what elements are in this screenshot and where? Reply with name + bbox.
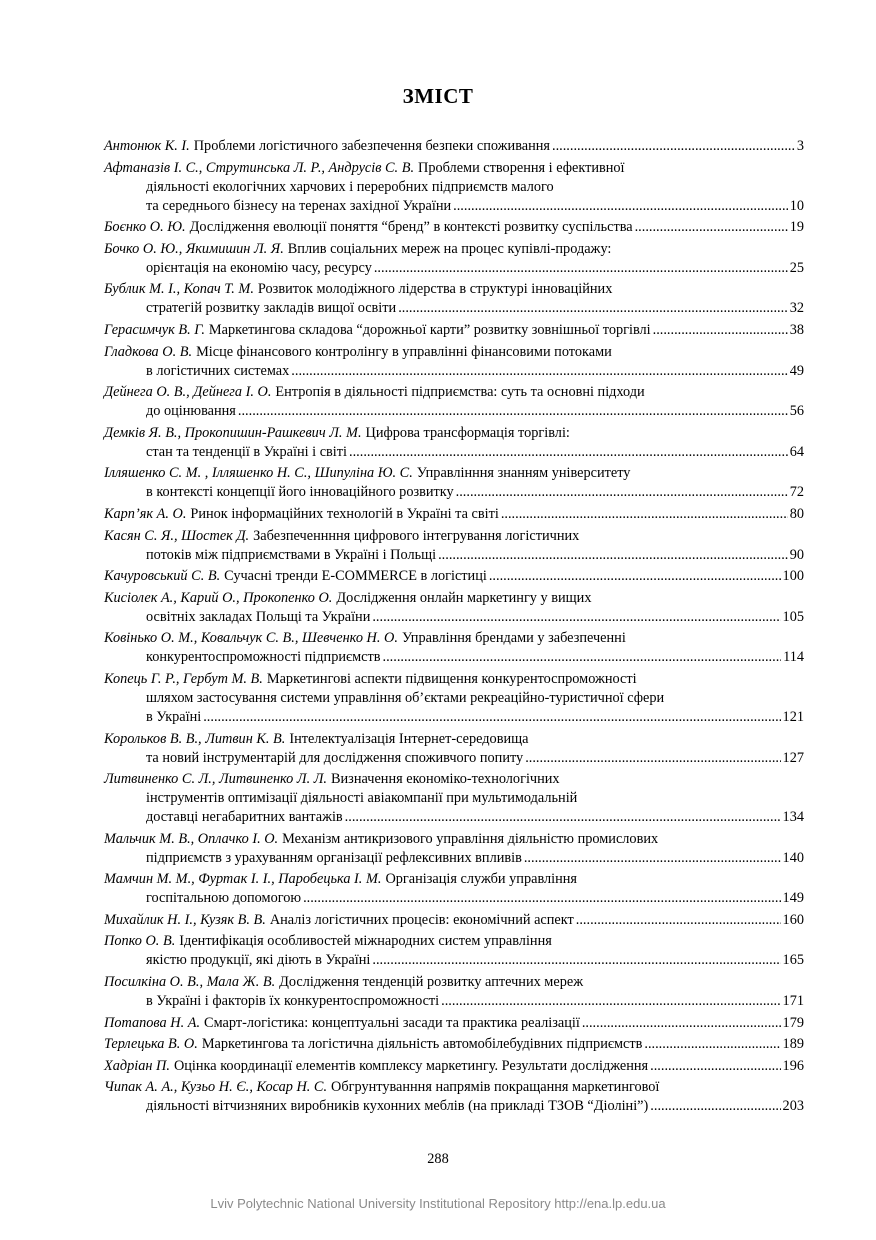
toc-entry[interactable] bbox=[104, 505, 804, 524]
toc-entry-line bbox=[104, 343, 804, 362]
toc-entry[interactable] bbox=[104, 424, 804, 462]
toc-entry[interactable] bbox=[104, 567, 804, 586]
toc-entry-title: конкурентоспроможності підприємств bbox=[146, 649, 381, 666]
toc-entry-authors: Копець Г. Р., Гербут М. В. bbox=[104, 670, 263, 687]
toc-entry-authors: Посилкіна О. В., Мала Ж. В. bbox=[104, 974, 276, 991]
toc-entry-title: Дослідження еволюції поняття “бренд” в контексті розвитку суспільства bbox=[189, 219, 633, 236]
toc-entry-authors: Литвиненко С. Л., Литвиненко Л. Л. bbox=[104, 771, 327, 788]
dot-leader bbox=[501, 505, 788, 524]
toc-entry-line bbox=[104, 1014, 804, 1033]
toc-entry-line bbox=[104, 505, 804, 524]
toc-entry-line bbox=[104, 299, 804, 318]
toc-entry-line bbox=[104, 240, 804, 259]
toc-entry-page: 196 bbox=[782, 1057, 804, 1074]
toc-entry-title: Дослідження онлайн маркетингу у вищих bbox=[336, 589, 592, 606]
toc-entry-title: Маркетингова та логістична діяльність автомобілебудівних підприємств bbox=[201, 1036, 643, 1053]
toc-entry-title: Смарт-логістика: концептуальні засади та практика реалізації bbox=[204, 1014, 580, 1031]
toc-entry[interactable] bbox=[104, 321, 804, 340]
toc-entry-line bbox=[104, 708, 804, 727]
toc-entry-authors: Хадріан П. bbox=[104, 1057, 170, 1074]
dot-leader bbox=[303, 889, 780, 908]
toc-entry-title: Організація служби управління bbox=[385, 871, 577, 888]
toc-entry[interactable] bbox=[104, 830, 804, 868]
toc-entry-page: 80 bbox=[789, 505, 804, 522]
toc-entry-authors: Ілляшенко С. М. , Ілляшенко Н. С., Шипуліна Ю. С. bbox=[104, 465, 413, 482]
toc-entry-line bbox=[104, 1097, 804, 1116]
dot-leader bbox=[383, 648, 782, 667]
toc-entry-line bbox=[104, 197, 804, 216]
toc-entry[interactable] bbox=[104, 464, 804, 502]
toc-entry-line bbox=[104, 789, 804, 808]
toc-entry-title: Визначення економіко-технологічних bbox=[331, 771, 560, 788]
toc-entry-title: Дослідження тенденцій розвитку аптечних мереж bbox=[279, 974, 584, 991]
toc-entry-line bbox=[104, 483, 804, 502]
toc-entry-authors: Терлецька В. О. bbox=[104, 1036, 198, 1053]
toc-entry-title: в контексті концепції його інноваційного розвитку bbox=[146, 484, 454, 501]
toc-entry-authors: Корольков В. В., Литвин К. В. bbox=[104, 730, 286, 747]
table-of-contents bbox=[104, 137, 804, 1119]
toc-entry-page: 189 bbox=[782, 1036, 804, 1053]
toc-entry-line bbox=[104, 689, 804, 708]
toc-entry[interactable] bbox=[104, 870, 804, 908]
toc-entry-authors: Чипак А. А., Кузьо Н. Є., Косар Н. С. bbox=[104, 1079, 328, 1096]
toc-entry-page: 25 bbox=[789, 259, 804, 276]
toc-entry-authors: Попко О. В. bbox=[104, 933, 176, 950]
toc-entry-line bbox=[104, 670, 804, 689]
dot-leader bbox=[650, 1097, 780, 1116]
toc-entry-line bbox=[104, 730, 804, 749]
dot-leader bbox=[489, 567, 781, 586]
toc-entry-title: Місце фінансового контролінгу в управлінні фінансовими потоками bbox=[196, 343, 612, 360]
toc-entry-page: 179 bbox=[782, 1014, 804, 1031]
toc-entry-authors: Гладкова О. В. bbox=[104, 343, 193, 360]
dot-leader bbox=[524, 849, 781, 868]
toc-entry-authors: Михайлик Н. І., Кузяк В. В. bbox=[104, 911, 266, 928]
toc-entry-page: 121 bbox=[782, 708, 804, 725]
dot-leader bbox=[441, 992, 780, 1011]
toc-entry-line bbox=[104, 443, 804, 462]
toc-entry-line bbox=[104, 137, 804, 156]
toc-entry-title: Ринок інформаційних технологій в Україні та світі bbox=[190, 505, 499, 522]
toc-entry-line bbox=[104, 1057, 804, 1076]
toc-entry-line bbox=[104, 911, 804, 930]
toc-entry-line bbox=[104, 830, 804, 849]
toc-entry-page: 100 bbox=[782, 568, 804, 585]
toc-entry-line bbox=[104, 870, 804, 889]
toc-entry-title: Проблеми створення і ефективної bbox=[418, 159, 625, 176]
toc-entry-title: Ентропія в діяльності підприємства: суть та основні підходи bbox=[275, 384, 645, 401]
toc-entry-title: до оцінювання bbox=[146, 403, 236, 420]
toc-entry-line bbox=[104, 464, 804, 483]
toc-entry-title: діяльності вітчизняних виробників кухонних меблів (на прикладі ТЗОВ “Діоліні”) bbox=[146, 1098, 649, 1115]
dot-leader bbox=[349, 443, 788, 462]
toc-entry[interactable] bbox=[104, 240, 804, 278]
toc-entry-title: потоків між підприємствами в Україні і Польщі bbox=[146, 546, 437, 563]
toc-entry-line bbox=[104, 608, 804, 627]
toc-entry-authors: Мамчин М. М., Фуртак І. І., Паробецька І. М. bbox=[104, 871, 382, 888]
dot-leader bbox=[576, 911, 781, 930]
toc-entry-line bbox=[104, 889, 804, 908]
toc-entry-title: Механізм антикризового управління діяльністю промислових bbox=[282, 830, 659, 847]
toc-entry[interactable] bbox=[104, 670, 804, 727]
toc-entry-line bbox=[104, 849, 804, 868]
toc-entry-title: стратегій розвитку закладів вищої освіти bbox=[146, 300, 397, 317]
toc-entry-line bbox=[104, 159, 804, 178]
toc-entry-page: 171 bbox=[782, 993, 804, 1010]
toc-entry[interactable] bbox=[104, 1035, 804, 1054]
toc-entry-authors: Кисіолек А., Карий О., Прокопенко О. bbox=[104, 589, 333, 606]
toc-entry[interactable] bbox=[104, 770, 804, 827]
toc-entry[interactable] bbox=[104, 383, 804, 421]
toc-entry-page: 90 bbox=[789, 546, 804, 563]
toc-entry-page: 49 bbox=[789, 362, 804, 379]
toc-entry-authors: Антонюк К. І. bbox=[104, 138, 190, 154]
toc-entry-page: 3 bbox=[796, 138, 804, 154]
dot-leader bbox=[582, 1014, 781, 1033]
toc-entry-page: 105 bbox=[782, 608, 804, 625]
toc-entry-page: 134 bbox=[782, 809, 804, 826]
dot-leader bbox=[552, 137, 795, 156]
toc-entry-title: Інтелектуалізація Інтернет-середовища bbox=[289, 730, 529, 747]
toc-entry-title: якістю продукції, які діють в Україні bbox=[146, 952, 371, 969]
toc-entry-authors: Бублик М. І., Копач Т. М. bbox=[104, 281, 254, 298]
toc-entry-title: стан та тенденції в Україні і світі bbox=[146, 443, 348, 460]
toc-entry-authors: Дейнега О. В., Дейнега І. О. bbox=[104, 384, 272, 401]
toc-entry-page: 72 bbox=[789, 484, 804, 501]
toc-entry[interactable] bbox=[104, 1057, 804, 1076]
toc-entry-title: освітніх закладах Польщі та України bbox=[146, 608, 371, 625]
dot-leader bbox=[438, 546, 788, 565]
toc-entry-page: 114 bbox=[783, 649, 804, 666]
toc-entry-page: 56 bbox=[789, 403, 804, 420]
toc-entry-title: доставці негабаритних вантажів bbox=[146, 809, 343, 826]
toc-entry-title: Цифрова трансформація торгівлі: bbox=[365, 424, 570, 441]
toc-entry[interactable] bbox=[104, 589, 804, 627]
toc-entry-line bbox=[104, 951, 804, 970]
dot-leader bbox=[203, 708, 780, 727]
dot-leader bbox=[345, 808, 781, 827]
toc-entry-authors: Мальчик М. В., Оплачко І. О. bbox=[104, 830, 279, 847]
dot-leader bbox=[372, 951, 780, 970]
toc-entry-title: Маркетингові аспекти підвищення конкурентоспроможності bbox=[266, 670, 637, 687]
toc-entry-line bbox=[104, 992, 804, 1011]
dot-leader bbox=[525, 749, 780, 768]
toc-entry-page: 203 bbox=[782, 1098, 804, 1115]
toc-entry[interactable] bbox=[104, 629, 804, 667]
toc-entry-title: Сучасні тренди E-COMMERCE в логістиці bbox=[224, 568, 487, 585]
toc-entry[interactable] bbox=[104, 159, 804, 216]
dot-leader bbox=[650, 1057, 780, 1076]
toc-entry-line bbox=[104, 808, 804, 827]
toc-entry-page: 32 bbox=[789, 300, 804, 317]
toc-entry-authors: Боєнко О. Ю. bbox=[104, 219, 186, 236]
toc-entry-authors: Демків Я. В., Прокопишин-Рашкевич Л. М. bbox=[104, 424, 362, 441]
toc-entry-title: в Україні і факторів їх конкурентоспроможності bbox=[146, 993, 440, 1010]
toc-entry-page: 140 bbox=[782, 849, 804, 866]
toc-entry-title: та новий інструментарій для дослідження споживчого попиту bbox=[146, 749, 524, 766]
toc-entry-line bbox=[104, 424, 804, 443]
toc-entry-line bbox=[104, 402, 804, 421]
toc-entry-title: орієнтація на економію часу, ресурсу bbox=[146, 259, 372, 276]
toc-entry-line bbox=[104, 178, 804, 197]
toc-entry-line bbox=[104, 218, 804, 237]
toc-entry-line bbox=[104, 749, 804, 768]
toc-entry-page: 149 bbox=[782, 890, 804, 907]
toc-entry[interactable] bbox=[104, 730, 804, 768]
toc-entry-line bbox=[104, 973, 804, 992]
toc-entry-title: діяльності екологічних харчових і переробних підприємств малого bbox=[146, 178, 554, 195]
toc-entry-title: Аналіз логістичних процесів: економічний аспект bbox=[269, 911, 574, 928]
toc-entry-line bbox=[104, 770, 804, 789]
toc-entry[interactable] bbox=[104, 527, 804, 565]
toc-entry-line bbox=[104, 362, 804, 381]
toc-entry-title: Забезпеченнння цифрового інтегрування логістичних bbox=[253, 527, 580, 544]
toc-entry-page: 10 bbox=[789, 197, 804, 214]
dot-leader bbox=[453, 197, 788, 216]
toc-entry[interactable] bbox=[104, 1078, 804, 1116]
toc-entry[interactable] bbox=[104, 932, 804, 970]
toc-entry-line bbox=[104, 589, 804, 608]
toc-entry-title: Вплив соціальних мереж на процес купівлі-продажу: bbox=[287, 240, 612, 257]
toc-entry-title: Управлінння знанням університету bbox=[416, 465, 631, 482]
toc-entry-authors: Карп’як А. О. bbox=[104, 505, 187, 522]
toc-entry-authors: Бочко О. Ю., Якимишин Л. Я. bbox=[104, 240, 284, 257]
toc-entry-line bbox=[104, 1035, 804, 1054]
toc-entry-title: інструментів оптимізації діяльності авіакомпанії при мультимодальній bbox=[146, 790, 578, 807]
toc-entry-page: 38 bbox=[789, 321, 804, 338]
repository-footer: Lviv Polytechnic National University Institutional Repository http://ena.lp.edu.ua bbox=[210, 1196, 666, 1211]
toc-entry-title: шляхом застосування системи управління об’єктами рекреаційно-туристичної сфери bbox=[146, 689, 665, 706]
toc-entry[interactable] bbox=[104, 1014, 804, 1033]
toc-entry-page: 160 bbox=[782, 911, 804, 928]
toc-entry-line bbox=[104, 629, 804, 648]
toc-entry-line bbox=[104, 567, 804, 586]
toc-entry-line bbox=[104, 1078, 804, 1097]
toc-entry[interactable] bbox=[104, 911, 804, 930]
toc-entry-page: 165 bbox=[782, 952, 804, 969]
toc-entry-line bbox=[104, 546, 804, 565]
toc-entry-title: Оцінка координації елементів комплексу маркетингу. Результати дослідження bbox=[173, 1057, 649, 1074]
toc-entry-page: 64 bbox=[789, 443, 804, 460]
toc-entry-authors: Ковінько О. М., Ковальчук С. В., Шевченко Н. О. bbox=[104, 630, 398, 647]
page-title: ЗМІСТ bbox=[402, 84, 474, 108]
toc-entry-authors: Качуровський С. В. bbox=[104, 568, 221, 585]
dot-leader bbox=[456, 483, 788, 502]
dot-leader bbox=[291, 362, 787, 381]
toc-entry[interactable] bbox=[104, 137, 804, 156]
entry-spacer bbox=[104, 1116, 804, 1119]
dot-leader bbox=[374, 259, 788, 278]
toc-entry-title: Ідентифікація особливостей міжнародних систем управління bbox=[179, 933, 552, 950]
toc-entry-title: Обгрунтуванння напрямів покращання маркетингової bbox=[331, 1079, 660, 1096]
toc-entry-title: в логістичних системах bbox=[146, 362, 290, 379]
toc-entry-line bbox=[104, 527, 804, 546]
toc-entry-authors: Афтаназів І. С., Струтинська Л. Р., Андрусів С. В. bbox=[104, 159, 415, 176]
dot-leader bbox=[238, 402, 788, 421]
toc-entry-title: Проблеми логістичного забезпечення безпеки споживання bbox=[193, 138, 550, 154]
toc-entry-line bbox=[104, 383, 804, 402]
page-number: 288 bbox=[427, 1151, 449, 1167]
toc-entry-page: 127 bbox=[782, 749, 804, 766]
toc-entry-page: 19 bbox=[789, 219, 804, 236]
dot-leader bbox=[653, 321, 788, 340]
toc-entry-line bbox=[104, 280, 804, 299]
toc-entry[interactable] bbox=[104, 973, 804, 1011]
dot-leader bbox=[372, 608, 780, 627]
toc-entry-title: Управління брендами у забезпеченні bbox=[401, 630, 626, 647]
toc-entry-line bbox=[104, 932, 804, 951]
toc-entry-title: підприємств з урахуванням організації рефлексивних впливів bbox=[146, 849, 522, 866]
toc-entry-line bbox=[104, 259, 804, 278]
toc-entry-authors: Касян С. Я., Шостек Д. bbox=[104, 527, 250, 544]
dot-leader bbox=[635, 218, 788, 237]
dot-leader bbox=[644, 1035, 780, 1054]
toc-entry-title: Маркетингова складова “дорожньої карти” розвитку зовнішньої торгівлі bbox=[208, 321, 651, 338]
toc-entry-title: Розвиток молодіжного лідерства в структурі інноваційних bbox=[257, 281, 613, 298]
toc-entry-line bbox=[104, 648, 804, 667]
toc-entry[interactable] bbox=[104, 343, 804, 381]
dot-leader bbox=[398, 299, 788, 318]
toc-entry-authors: Потапова Н. А. bbox=[104, 1014, 201, 1031]
toc-entry-title: та середнього бізнесу на теренах західної України bbox=[146, 197, 452, 214]
toc-entry[interactable] bbox=[104, 280, 804, 318]
toc-entry-line bbox=[104, 321, 804, 340]
toc-entry[interactable] bbox=[104, 218, 804, 237]
toc-entry-authors: Герасимчук В. Г. bbox=[104, 321, 205, 338]
toc-entry-title: в Україні bbox=[146, 708, 202, 725]
toc-entry-title: госпітальною допомогою bbox=[146, 890, 302, 907]
